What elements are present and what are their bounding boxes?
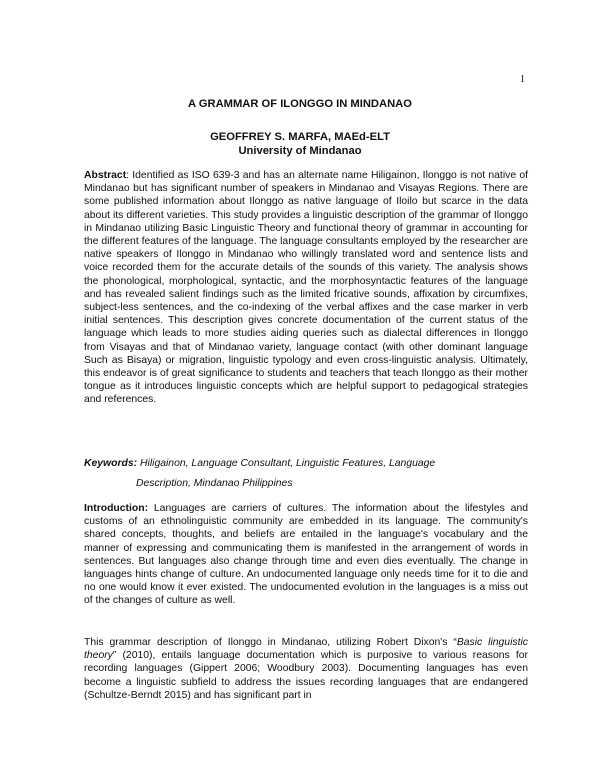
- grammar-italic-title: Basic linguistic theory: [84, 637, 528, 662]
- paper-title: A GRAMMAR OF ILONGGO IN MINDANAO: [188, 98, 412, 110]
- author-name: GEOFFREY S. MARFA, MAEd-ELT: [210, 131, 390, 143]
- introduction-paragraph: [84, 502, 528, 608]
- keywords-line-2: Description, Mindanao Philippines: [136, 478, 293, 489]
- abstract-label: Abstract: [84, 170, 127, 181]
- author-affiliation: University of Mindanao: [238, 145, 362, 157]
- grammar-paragraph: [84, 636, 528, 702]
- author-block: [0, 130, 600, 158]
- page-number: 1: [520, 74, 525, 85]
- keywords-label: Keywords:: [84, 458, 138, 469]
- keywords-text: Hiligainon, Language Consultant, Linguistic Features, Language: [137, 458, 436, 469]
- abstract-paragraph: [84, 169, 528, 407]
- introduction-text: Languages are carriers of cultures. The information about the lifestyles and customs of an ethnolinguistic community are embedded in its language. The community's shared concepts, thoughts, and beliefs are entailed in the language's vocabulary and the manner of expressing and communicating them is manifested in the arrangement of words in sentences. But languages also change through time and even dies eventually. The change in languages hints change of culture. An undocumented language only needs time for it to die and no one would know it ever existed. The undocumented evolution in the languages is a miss out of the changes of culture as well.: [84, 503, 528, 607]
- keywords-line: [84, 458, 528, 469]
- introduction-label: Introduction:: [84, 503, 149, 514]
- grammar-text-a: This grammar description of Ilonggo in Mindanao, utilizing Robert Dixon's “: [84, 637, 457, 648]
- grammar-text-b: ” (2010), entails language documentation which is purposive to various reasons for recording languages (Gippert 2006; Woodbury 2003). Documenting languages has even become a linguistic subfield to address the issues recording languages that are endangered (Schultze-Berndt 2015) and has significant part in: [84, 650, 528, 701]
- abstract-text: : Identified as ISO 639-3 and has an alternate name Hiligainon, Ilonggo is not native of Mindanao but has significant number of speakers in Mindanao and Visayas Regions. There are some published information about Ilonggo as native language of Iloilo but scarce in the data about its different varieties. This study provides a linguistic description of the grammar of Ilonggo in Mindanao utilizing Basic Linguistic Theory and functional theory of grammar in accounting for the different features of the language. The language consultants employed by the researcher are native speakers of Ilonggo in Mindanao who willingly translated word and sentence lists and voice recorded them for the accurate details of the sounds of this variety. The analysis shows the phonological, morphological, syntactic, and the morphosyntactic features of the language and has revealed salient findings such as the limited fricative sounds, affixation by circumfixes, subject-less sentences, and the co-indexing of the verbal affixes and the case marker in verb initial sentences. This description gives concrete documentation of the current status of the language which leads to more studies aiding queries such as dialectal differences in Ilonggo from Visayas and that of Mindanao variety, language contact (with other dominant language Such as Bisaya) or migration, linguistic typology and even cross-linguistic analysis. Ultimately, this endeavor is of great significance to students and teachers that teach Ilonggo as their mother tongue as it introduces linguistic concepts which are helpful support to pedagogical strategies and references.: [84, 170, 528, 406]
